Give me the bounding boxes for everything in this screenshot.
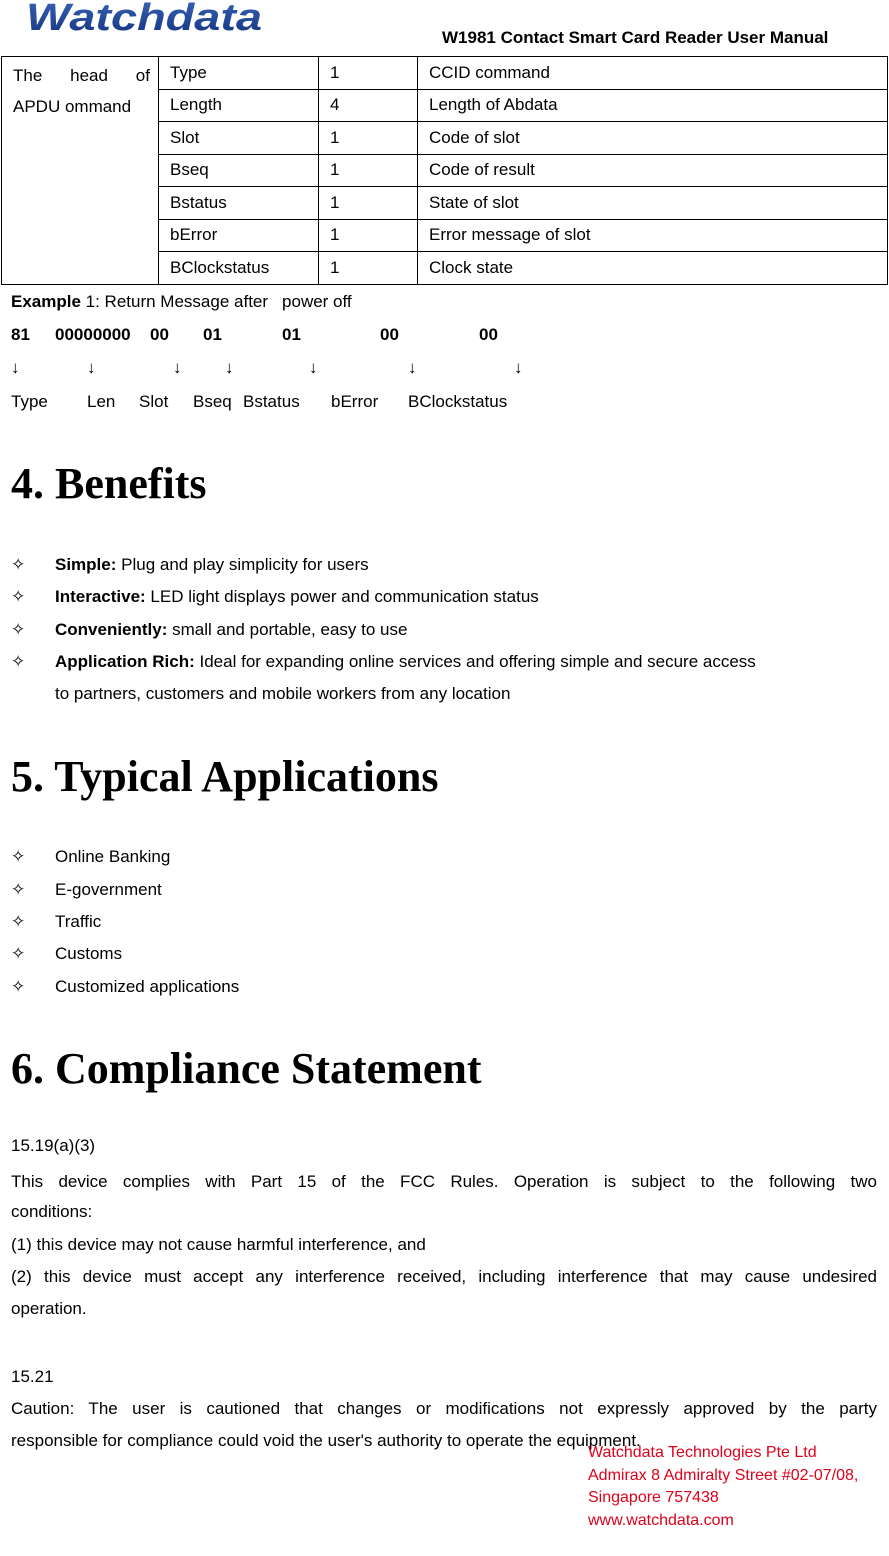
apdu-row-header: The head of APDU ommand [2, 57, 159, 285]
table-cell-field: Length [159, 89, 319, 122]
example-text: 1: Return Message after [80, 292, 269, 311]
application-name: Traffic [55, 912, 102, 931]
benefit-description-continued: to partners, customers and mobile workers from any location [55, 684, 511, 703]
logo-text: Watchdata [26, 0, 262, 34]
sparkle-bullet-icon: ✧ [11, 652, 26, 671]
table-row [2, 57, 888, 90]
example-byte: 81 [11, 325, 30, 344]
down-arrow-icon: ↓ [225, 358, 234, 377]
down-arrow-icon: ↓ [87, 358, 96, 377]
compliance-line: (2) this device must accept any interference received, including interference that may cause undesired [11, 1267, 877, 1286]
section-ref-15-21: 15.21 [11, 1367, 54, 1386]
benefit-label: Application Rich: [55, 652, 195, 671]
sparkle-bullet-icon: ✧ [11, 555, 26, 574]
table-cell-desc: CCID command [418, 57, 888, 90]
application-name: Customized applications [55, 977, 240, 996]
benefit-label: Simple: [55, 555, 117, 574]
example-byte: 01 [282, 325, 301, 344]
table-cell-field: Bseq [159, 154, 319, 187]
sparkle-bullet-icon: ✧ [11, 847, 26, 866]
table-cell-size: 1 [319, 187, 418, 220]
footer-website: www.watchdata.com [588, 1511, 734, 1529]
section-ref-15-19: 15.19(a)(3) [11, 1136, 96, 1155]
sparkle-bullet-icon: ✧ [11, 880, 26, 899]
compliance-line: (1) this device may not cause harmful interference, and [11, 1235, 426, 1254]
table-cell-desc: Code of slot [418, 122, 888, 155]
table-cell-size: 1 [319, 252, 418, 285]
application-name: Customs [55, 944, 123, 963]
down-arrow-icon: ↓ [309, 358, 318, 377]
benefit-text [55, 587, 539, 607]
table-cell-field: Type [159, 57, 319, 90]
benefit-description: Plug and play simplicity for users [116, 555, 369, 574]
benefit-description: LED light displays power and communication status [145, 587, 539, 606]
table-cell-desc: Length of Abdata [418, 89, 888, 122]
example-field-label: Bseq [193, 392, 232, 411]
table-cell-desc: Clock state [418, 252, 888, 285]
footer-address-1: Admirax 8 Admiralty Street #02-07/08, [588, 1466, 859, 1484]
sparkle-bullet-icon: ✧ [11, 977, 26, 996]
table-cell-field: bError [159, 219, 319, 252]
sparkle-bullet-icon: ✧ [11, 620, 26, 639]
example-byte: 00 [150, 325, 169, 344]
sparkle-bullet-icon: ✧ [11, 587, 26, 606]
example-field-label: bError [331, 392, 379, 411]
table-cell-field: Slot [159, 122, 319, 155]
compliance-line: conditions: [11, 1202, 93, 1221]
example-caption [11, 292, 352, 312]
compliance-line: responsible for compliance could void the user's authority to operate the equipment. [11, 1431, 641, 1450]
benefit-description: small and portable, easy to use [167, 620, 408, 639]
example-byte: 00 [479, 325, 498, 344]
application-name: E-government [55, 880, 162, 899]
table-cell-field: Bstatus [159, 187, 319, 220]
down-arrow-icon: ↓ [11, 358, 20, 377]
compliance-line: operation. [11, 1299, 87, 1318]
apdu-head-table [1, 56, 888, 285]
table-cell-size: 1 [319, 57, 418, 90]
example-field-label: Bstatus [243, 392, 300, 411]
benefits-heading: 4. Benefits [11, 459, 207, 508]
down-arrow-icon: ↓ [173, 358, 182, 377]
company-footer [588, 1442, 858, 1532]
example-byte: 01 [203, 325, 222, 344]
benefit-description: Ideal for expanding online services and offering simple and secure access [194, 652, 756, 671]
example-byte: 00000000 [55, 325, 131, 344]
example-field-label: Slot [139, 392, 169, 411]
example-label: Example [11, 292, 81, 311]
benefit-label: Conveniently: [55, 620, 168, 639]
down-arrow-icon: ↓ [408, 358, 417, 377]
compliance-line: Caution: The user is cautioned that changes or modifications not expressly approved by the party [11, 1399, 877, 1418]
example-field-label: Len [87, 392, 116, 411]
application-name: Online Banking [55, 847, 171, 866]
compliance-heading: 6. Compliance Statement [11, 1044, 482, 1093]
table-cell-field: BClockstatus [159, 252, 319, 285]
sparkle-bullet-icon: ✧ [11, 912, 26, 931]
applications-heading: 5. Typical Applications [11, 752, 439, 801]
footer-company: Watchdata Technologies Pte Ltd [588, 1444, 817, 1461]
example-byte: 00 [380, 325, 399, 344]
document-title: W1981 Contact Smart Card Reader User Manual [442, 28, 829, 47]
benefit-label: Interactive: [55, 587, 146, 606]
table-cell-desc: Error message of slot [418, 219, 888, 252]
down-arrow-icon: ↓ [514, 358, 523, 377]
example-text-2: power off [282, 292, 352, 311]
example-field-label: BClockstatus [408, 392, 508, 411]
example-field-label: Type [11, 392, 48, 411]
benefit-text [55, 620, 407, 640]
sparkle-bullet-icon: ✧ [11, 944, 26, 963]
table-cell-size: 1 [319, 122, 418, 155]
compliance-line: This device complies with Part 15 of the FCC Rules. Operation is subject to the following two [11, 1172, 877, 1191]
benefit-text [55, 652, 756, 672]
table-cell-size: 4 [319, 89, 418, 122]
table-cell-size: 1 [319, 219, 418, 252]
table-cell-desc: State of slot [418, 187, 888, 220]
watchdata-logo [26, 0, 264, 34]
footer-address-2: Singapore 757438 [588, 1489, 719, 1506]
benefit-text [55, 555, 369, 575]
table-cell-desc: Code of result [418, 154, 888, 187]
table-cell-size: 1 [319, 154, 418, 187]
